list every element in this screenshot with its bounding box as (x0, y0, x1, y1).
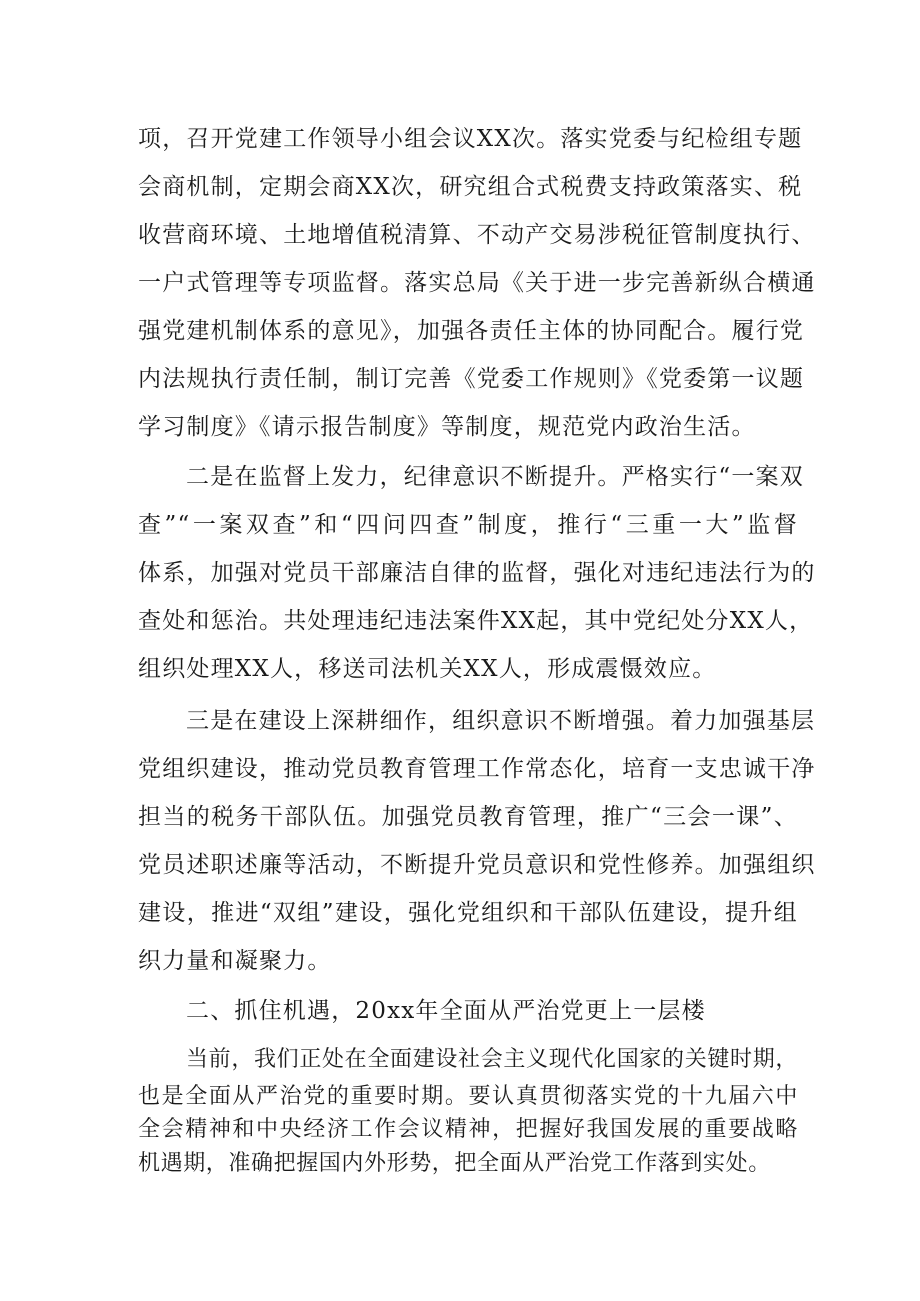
paragraph-2-line-4: 查处和惩治。共处理违纪违法案件XX起，其中党纪处分XX人， (138, 608, 814, 634)
paragraph-1-line-2: 会商机制，定期会商XX次，研究组合式税费支持政策落实、税 (138, 174, 803, 200)
paragraph-1-line-3: 收营商环境、土地增值税清算、不动产交易涉税征管制度执行、 (138, 222, 816, 248)
paragraph-3-line-1: 三是在建设上深耕细作，组织意识不断增强。着力加强基层 (186, 708, 816, 734)
paragraph-3-line-3: 担当的税务干部队伍。加强党员教育管理，推广“三会一课”、 (138, 804, 798, 830)
paragraph-2-line-5: 组织处理XX人，移送司法机关XX人，形成震慑效应。 (138, 656, 717, 682)
paragraph-3-line-6: 织力量和凝聚力。 (138, 948, 332, 974)
paragraph-1-line-6: 内法规执行责任制，制订完善《党委工作规则》《党委第一议题 (138, 366, 805, 392)
paragraph-1-line-4: 一户式管理等专项监督。落实总局《关于进一步完善新纵合横通 (138, 270, 816, 296)
paragraph-1-line-7: 学习制度》《请示报告制度》等制度，规范党内政治生活。 (138, 414, 756, 440)
paragraph-3-line-4: 党员述职述廉等活动，不断提升党员意识和党性修养。加强组织 (138, 852, 816, 878)
paragraph-2-line-1: 二是在监督上发力，纪律意识不断提升。严格实行“一案双 (186, 464, 804, 490)
section-heading: 二、抓住机遇，20xx年全面从严治党更上一层楼 (186, 998, 706, 1024)
paragraph-1-line-1: 项，召开党建工作领导小组会议XX次。落实党委与纪检组专题 (138, 126, 803, 152)
paragraph-4-line-4: 机遇期，准确把握国内外形势，把全面从严治党工作落到实处。 (138, 1151, 771, 1176)
paragraph-4-line-3: 全会精神和中央经济工作会议精神，把握好我国发展的重要战略 (138, 1117, 798, 1142)
paragraph-2-line-3: 体系，加强对党员干部廉洁自律的监督，强化对违纪违法行为的 (138, 560, 816, 586)
paragraph-4-line-1: 当前，我们正处在全面建设社会主义现代化国家的关键时期， (186, 1047, 798, 1072)
paragraph-3-line-2: 党组织建设，推动党员教育管理工作常态化，培育一支忠诚干净 (138, 756, 816, 782)
paragraph-3-line-5: 建设，推进“双组”建设，强化党组织和干部队伍建设，提升组 (138, 900, 798, 926)
paragraph-4-line-2: 也是全面从严治党的重要时期。要认真贯彻落实党的十九届六中 (138, 1084, 798, 1109)
paragraph-1-line-5: 强党建机制体系的意见》，加强各责任主体的协同配合。履行党 (138, 318, 805, 344)
paragraph-2-line-2: 查”“一案双查”和“四问四查”制度，推行“三重一大”监督 (138, 512, 798, 538)
